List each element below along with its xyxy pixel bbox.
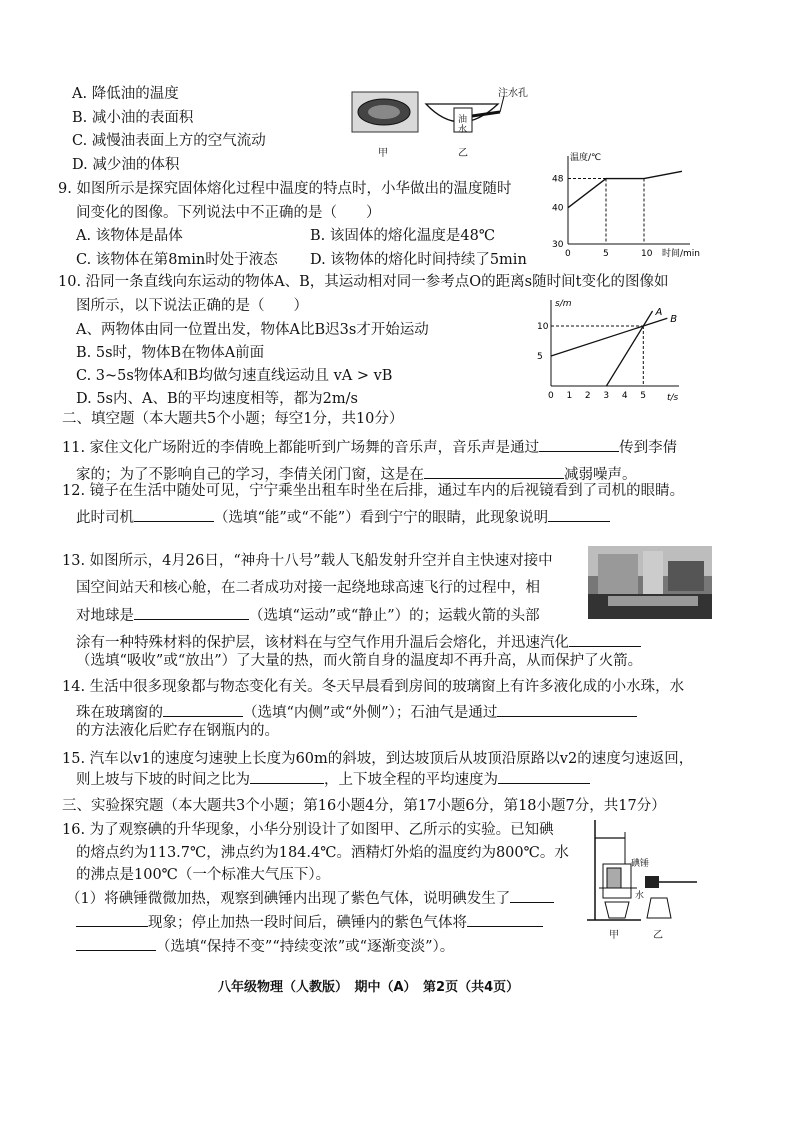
q9-stem-line2: 间变化的图像。下列说法中不正确的是（ ）	[76, 205, 381, 221]
q14-line2	[76, 702, 637, 723]
q16-label-yi: 乙	[653, 930, 663, 941]
section3-title: 三、实验探究题（本大题共3个小题；第16小题4分，第17小题6分，第18小题7分，共17分）	[62, 798, 666, 814]
q9-option-b: B. 该固体的熔化温度是48℃	[310, 228, 496, 244]
q11-line1	[62, 437, 677, 458]
q15-line2-a: 则上坡与下坡的时间之比为	[76, 772, 250, 788]
q13-line3-b: （选填“运动”或“静止”）的；运载火箭的头部	[249, 608, 540, 624]
q16-label-iodine: 碘锤	[631, 859, 650, 869]
q8-option-d: D. 减少油的体积	[72, 157, 180, 173]
q11-line2-b: 减弱噪声。	[564, 467, 637, 483]
q14-line3: 的方法液化后贮存在钢瓶内的。	[76, 723, 279, 739]
q16-line3: 的沸点是100℃（一个标准大气压下）。	[76, 867, 331, 883]
q13-line4	[76, 632, 641, 653]
q16-label-jia: 甲	[609, 930, 619, 941]
q13-photo-drawing	[588, 546, 712, 619]
q10-x-tick: 2	[584, 391, 591, 401]
q10-chart-svg	[525, 296, 695, 404]
q8-label-water: 水	[458, 125, 468, 135]
q11-blank-2[interactable]	[424, 464, 564, 479]
q10-x-tick: 4	[621, 391, 628, 401]
q9-y-tick: 40	[552, 203, 564, 214]
q16-blank-2[interactable]	[467, 912, 543, 927]
q14-line1: 14. 生活中很多现象都与物态变化有关。冬天早晨看到房间的玻璃窗上有许多液化成的小水珠，水	[62, 679, 685, 695]
q10-x-tick: 5	[640, 391, 647, 401]
q9-x-tick: 5	[603, 249, 609, 259]
q10-x-tick: 0	[548, 391, 554, 401]
q9-x-tick: 10	[641, 249, 653, 259]
q10-series-label-B: B	[670, 314, 678, 326]
q14-blank-2[interactable]	[497, 702, 637, 717]
q9-option-a: A. 该物体是晶体	[76, 228, 183, 244]
q13-line4-text: 涂有一种特殊材料的保护层，该材料在与空气作用升温后会熔化，并迅速汽化	[76, 635, 569, 651]
q10-series-label-A: A	[655, 307, 663, 318]
q10-series-A	[606, 311, 652, 386]
q16-sub1-line2-text: 现象；停止加热一段时间后，碘锤内的紫色气体将	[148, 915, 467, 931]
q15-blank-1[interactable]	[250, 769, 324, 784]
q16-sub1-line3-text: （选填“保持不变”“持续变浓”或“逐渐变淡”）。	[156, 939, 455, 955]
q9-series-line	[568, 171, 682, 207]
q16-line1: 16. 为了观察碘的升华现象，小华分别设计了如图甲、乙所示的实验。已知碘	[62, 822, 554, 838]
q12-blank-2[interactable]	[548, 507, 610, 522]
q16-sub1-line3	[76, 936, 454, 957]
q11-blank-1[interactable]	[539, 437, 619, 452]
q9-chart-svg	[540, 150, 700, 260]
q13-line2: 国空间站天和核心舱，在二者成功对接一起绕地球高速飞行的过程中，相	[76, 580, 540, 596]
q13-line1: 13. 如图所示，4月26日，“神舟十八号”载人飞船发射升空并自主快速对接中	[62, 553, 553, 569]
q10-series-B	[551, 318, 667, 356]
q10-option-a: A、两物体由同一位置出发，物体A比B迟3s才开始运动	[76, 322, 429, 338]
q15-line2	[76, 769, 590, 790]
q14-line2-b: （选填“内侧”或“外侧”）；石油气是通过	[243, 705, 498, 721]
q9-chart	[540, 150, 700, 260]
q9-x-label: 时间/min	[662, 249, 701, 259]
q10-stem-line1: 10. 沿同一条直线向东运动的物体A、B，其运动相对同一参考点O的距离s随时间t变化的图像如	[58, 274, 669, 290]
q9-y-tick: 30	[552, 240, 564, 250]
q13-line5: （选填“吸收”或“放出”）了大量的热，而火箭自身的温度却不再升高，从而保护了火箭。	[76, 653, 643, 669]
q9-option-d: D. 该物体的熔化时间持续了5min	[310, 252, 527, 268]
q15-line2-b: ，上下坡全程的平均速度为	[324, 772, 498, 788]
q12-line2-a: 此时司机	[76, 510, 134, 526]
q14-blank-1[interactable]	[163, 702, 243, 717]
q10-y-tick: 5	[537, 352, 543, 362]
q10-option-c: C. 3~5s物体A和B均做匀速直线运动且 vA > vB	[76, 368, 393, 384]
q16-label-water: 水	[635, 891, 645, 901]
q10-option-b: B. 5s时，物体B在物体A前面	[76, 345, 265, 361]
q16-figure-drawing	[585, 818, 705, 948]
q16-blank-2b[interactable]	[76, 936, 156, 951]
q12-line1: 12. 镜子在生活中随处可见，宁宁乘坐出租车时坐在后排，通过车内的后视镜看到了司机的眼睛。	[62, 483, 685, 499]
q15-line1: 15. 汽车以v1的速度匀速驶上长度为60m的斜坡，到达坡顶后从坡顶沿原路以v2的速度匀速返回，	[62, 751, 694, 767]
q14-line2-a: 珠在玻璃窗的	[76, 705, 163, 721]
q9-x-tick: 0	[565, 249, 571, 259]
q13-blank-1[interactable]	[134, 605, 249, 620]
q8-option-c: C. 减慢油表面上方的空气流动	[72, 133, 266, 149]
q16-blank-1b[interactable]	[76, 912, 148, 927]
q8-label-inlet: 注水孔	[498, 88, 528, 99]
q16-figure	[585, 818, 705, 948]
q10-y-tick: 10	[537, 322, 549, 332]
q10-x-tick: 1	[566, 391, 573, 401]
q8-option-a: A. 降低油的温度	[72, 86, 179, 102]
q9-y-tick: 48	[552, 174, 564, 185]
q13-photo	[588, 546, 712, 619]
q16-sub1-line1-text: （1）将碘锤微微加热，观察到碘锤内出现了紫色气体，说明碘发生了	[66, 891, 511, 907]
q8-label-jia: 甲	[378, 148, 388, 159]
q8-option-b: B. 减小油的表面积	[72, 110, 194, 126]
q10-stem-line2: 图所示，以下说法正确的是（ ）	[76, 298, 308, 314]
q16-sub1-line2	[76, 912, 543, 933]
q13-line3-a: 对地球是	[76, 608, 134, 624]
q9-option-c: C. 该物体在第8min时处于液态	[76, 252, 278, 268]
section2-title: 二、填空题（本大题共5个小题；每空1分，共10分）	[62, 411, 404, 427]
page-footer: 八年级物理（人教版） 期中（A） 第2页（共4页）	[218, 980, 520, 995]
q16-sub1-line1	[66, 888, 554, 909]
q13-blank-2[interactable]	[569, 632, 641, 647]
q9-y-label: 温度/℃	[570, 153, 602, 163]
q13-line3	[76, 605, 540, 626]
q8-figure	[350, 82, 530, 160]
q11-line1-a: 11. 家住文化广场附近的李倩晚上都能听到广场舞的音乐声，音乐声是通过	[62, 440, 540, 456]
q15-blank-2[interactable]	[498, 769, 590, 784]
q12-line2	[76, 507, 610, 528]
q11-line2-a: 家的；为了不影响自己的学习，李倩关闭门窗，这是在	[76, 467, 424, 483]
q11-line1-b: 传到李倩	[619, 440, 678, 456]
q16-line2: 的熔点约为113.7℃，沸点约为184.4℃。酒精灯外焰的温度约为800℃。水	[76, 845, 569, 861]
q12-line2-b: （选填“能”或“不能”）看到宁宁的眼睛，此现象说明	[214, 510, 549, 526]
q8-label-oil: 油	[458, 115, 468, 125]
q8-label-yi: 乙	[458, 148, 468, 159]
q10-option-d: D. 5s内、A、B的平均速度相等，都为2m/s	[76, 391, 358, 407]
q10-x-tick: 3	[603, 391, 610, 401]
q12-blank-1[interactable]	[134, 507, 214, 522]
q9-stem-line1: 9. 如图所示是探究固体熔化过程中温度的特点时，小华做出的温度随时	[58, 181, 512, 197]
q10-x-label: t/s	[667, 393, 679, 403]
q10-chart	[525, 296, 695, 404]
q10-y-label: s/m	[555, 299, 572, 309]
q16-blank-1[interactable]	[510, 888, 554, 903]
